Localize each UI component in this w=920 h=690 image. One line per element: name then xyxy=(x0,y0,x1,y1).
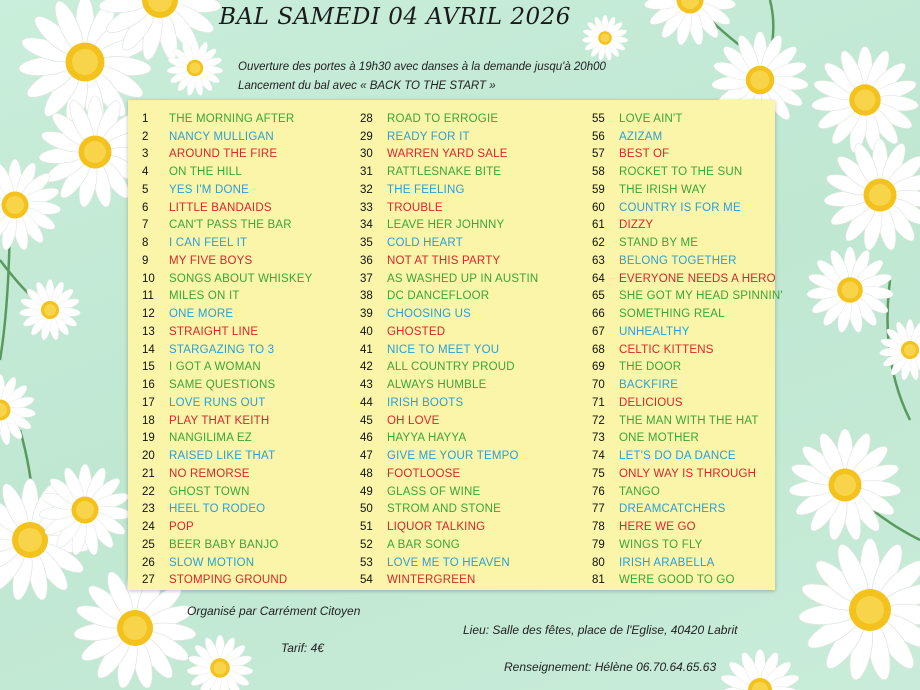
song-number: 27 xyxy=(142,574,155,587)
list-item xyxy=(142,128,313,146)
song-number: 23 xyxy=(142,503,155,516)
song-number: 57 xyxy=(592,148,605,161)
song-title: MY FIVE BOYS xyxy=(169,254,253,267)
list-item xyxy=(592,359,783,377)
song-number: 43 xyxy=(360,379,373,392)
list-item xyxy=(360,501,538,519)
song-title: IRISH ARABELLA xyxy=(619,556,715,569)
song-title: AS WASHED UP IN AUSTIN xyxy=(387,272,539,285)
song-number: 41 xyxy=(360,343,373,356)
song-number: 70 xyxy=(592,379,605,392)
list-item xyxy=(592,394,783,412)
list-item xyxy=(592,572,783,590)
song-list-panel xyxy=(128,100,783,590)
song-number: 1 xyxy=(142,112,149,125)
song-title: LITTLE BANDAIDS xyxy=(169,201,272,214)
song-number: 47 xyxy=(360,450,373,463)
list-item xyxy=(142,465,313,483)
song-number: 74 xyxy=(592,450,605,463)
song-title: DIZZY xyxy=(619,219,654,232)
song-title: GHOST TOWN xyxy=(169,485,250,498)
song-number: 48 xyxy=(360,467,373,480)
list-item xyxy=(142,181,313,199)
song-number: 2 xyxy=(142,130,149,143)
song-number: 4 xyxy=(142,166,149,179)
song-title: GHOSTED xyxy=(387,325,446,338)
list-item xyxy=(592,465,783,483)
list-item xyxy=(360,447,538,465)
song-number: 58 xyxy=(592,166,605,179)
song-number: 77 xyxy=(592,503,605,516)
list-item xyxy=(142,305,313,323)
song-title: ONE MOTHER xyxy=(619,432,699,445)
song-number: 22 xyxy=(142,485,155,498)
song-title: GLASS OF WINE xyxy=(387,485,481,498)
list-item xyxy=(360,572,538,590)
list-item xyxy=(142,270,313,288)
list-item xyxy=(142,323,313,341)
list-item xyxy=(360,110,538,128)
song-title: ALWAYS HUMBLE xyxy=(387,379,487,392)
song-title: TROUBLE xyxy=(387,201,443,214)
list-item xyxy=(360,341,538,359)
song-title: RATTLESNAKE BITE xyxy=(387,166,502,179)
list-item xyxy=(142,483,313,501)
song-number: 32 xyxy=(360,183,373,196)
song-number: 38 xyxy=(360,290,373,303)
song-column-2 xyxy=(360,110,538,589)
song-number: 12 xyxy=(142,308,155,321)
song-number: 13 xyxy=(142,325,155,338)
song-number: 10 xyxy=(142,272,155,285)
song-number: 8 xyxy=(142,237,149,250)
song-title: STRAIGHT LINE xyxy=(169,325,259,338)
list-item xyxy=(142,288,313,306)
song-number: 62 xyxy=(592,237,605,250)
song-number: 44 xyxy=(360,396,373,409)
song-title: CHOOSING US xyxy=(387,308,471,321)
list-item xyxy=(142,572,313,590)
song-number: 25 xyxy=(142,538,155,551)
price-text: Tarif: 4€ xyxy=(281,641,324,655)
song-number: 68 xyxy=(592,343,605,356)
song-number: 3 xyxy=(142,148,149,161)
song-number: 72 xyxy=(592,414,605,427)
song-number: 80 xyxy=(592,556,605,569)
list-item xyxy=(360,554,538,572)
song-number: 18 xyxy=(142,414,155,427)
song-number: 46 xyxy=(360,432,373,445)
song-number: 51 xyxy=(360,521,373,534)
list-item xyxy=(142,394,313,412)
song-title: ON THE HILL xyxy=(169,166,242,179)
song-title: OH LOVE xyxy=(387,414,440,427)
song-number: 63 xyxy=(592,254,605,267)
song-number: 59 xyxy=(592,183,605,196)
song-number: 26 xyxy=(142,556,155,569)
song-title: GIVE ME YOUR TEMPO xyxy=(387,450,519,463)
song-title: NANCY MULLIGAN xyxy=(169,130,274,143)
song-number: 31 xyxy=(360,166,373,179)
song-title: SLOW MOTION xyxy=(169,556,255,569)
song-title: THE MAN WITH THE HAT xyxy=(619,414,759,427)
song-title: BEER BABY BANJO xyxy=(169,538,279,551)
song-title: WINGS TO FLY xyxy=(619,538,703,551)
list-item xyxy=(360,163,538,181)
list-item xyxy=(592,430,783,448)
song-title: LOVE RUNS OUT xyxy=(169,396,266,409)
song-title: NO REMORSE xyxy=(169,467,250,480)
song-title: ONLY WAY IS THROUGH xyxy=(619,467,757,480)
list-item xyxy=(360,181,538,199)
song-title: ROCKET TO THE SUN xyxy=(619,166,743,179)
song-title: THE IRISH WAY xyxy=(619,183,707,196)
opening-info: Ouverture des portes à 19h30 avec danses à la demande jusqu'à 20h00 xyxy=(238,61,606,73)
song-column-3 xyxy=(592,110,783,589)
song-title: STOMPING GROUND xyxy=(169,574,288,587)
list-item xyxy=(142,199,313,217)
song-title: SOMETHING REAL xyxy=(619,308,725,321)
song-number: 15 xyxy=(142,361,155,374)
list-item xyxy=(142,252,313,270)
organizer-text: Organisé par Carrément Citoyen xyxy=(187,604,361,618)
song-title: NOT AT THIS PARTY xyxy=(387,254,501,267)
list-item xyxy=(360,217,538,235)
song-number: 30 xyxy=(360,148,373,161)
song-number: 54 xyxy=(360,574,373,587)
song-title: SHE GOT MY HEAD SPINNIN' xyxy=(619,290,783,303)
list-item xyxy=(360,412,538,430)
list-item xyxy=(142,359,313,377)
list-item xyxy=(360,394,538,412)
list-item xyxy=(142,234,313,252)
song-title: LOVE AIN'T xyxy=(619,112,683,125)
song-title: LOVE ME TO HEAVEN xyxy=(387,556,510,569)
song-title: STARGAZING TO 3 xyxy=(169,343,275,356)
song-number: 5 xyxy=(142,183,149,196)
song-title: BELONG TOGETHER xyxy=(619,254,737,267)
song-number: 6 xyxy=(142,201,149,214)
list-item xyxy=(360,128,538,146)
song-title: NANGILIMA EZ xyxy=(169,432,252,445)
list-item xyxy=(360,359,538,377)
list-item xyxy=(592,234,783,252)
list-item xyxy=(360,536,538,554)
song-title: WINTERGREEN xyxy=(387,574,476,587)
list-item xyxy=(592,163,783,181)
list-item xyxy=(360,483,538,501)
song-title: THE FEELING xyxy=(387,183,465,196)
song-title: WARREN YARD SALE xyxy=(387,148,508,161)
song-number: 67 xyxy=(592,325,605,338)
song-number: 71 xyxy=(592,396,605,409)
list-item xyxy=(142,518,313,536)
list-item xyxy=(592,518,783,536)
song-number: 36 xyxy=(360,254,373,267)
song-title: POP xyxy=(169,521,194,534)
song-number: 79 xyxy=(592,538,605,551)
song-title: ROAD TO ERROGIE xyxy=(387,112,499,125)
list-item xyxy=(142,447,313,465)
song-title: MILES ON IT xyxy=(169,290,240,303)
song-title: BEST OF xyxy=(619,148,670,161)
song-title: SONGS ABOUT WHISKEY xyxy=(169,272,313,285)
song-title: ALL COUNTRY PROUD xyxy=(387,361,515,374)
list-item xyxy=(360,518,538,536)
song-title: CAN'T PASS THE BAR xyxy=(169,219,292,232)
song-number: 73 xyxy=(592,432,605,445)
list-item xyxy=(142,501,313,519)
song-number: 45 xyxy=(360,414,373,427)
song-title: COUNTRY IS FOR ME xyxy=(619,201,741,214)
list-item xyxy=(142,412,313,430)
song-title: STROM AND STONE xyxy=(387,503,501,516)
list-item xyxy=(142,163,313,181)
song-title: UNHEALTHY xyxy=(619,325,690,338)
song-number: 75 xyxy=(592,467,605,480)
song-title: THE DOOR xyxy=(619,361,682,374)
song-title: AZIZAM xyxy=(619,130,663,143)
song-number: 21 xyxy=(142,467,155,480)
list-item xyxy=(592,305,783,323)
list-item xyxy=(142,536,313,554)
song-number: 65 xyxy=(592,290,605,303)
list-item xyxy=(142,110,313,128)
song-number: 52 xyxy=(360,538,373,551)
song-number: 9 xyxy=(142,254,149,267)
song-number: 33 xyxy=(360,201,373,214)
list-item xyxy=(360,323,538,341)
song-number: 78 xyxy=(592,521,605,534)
list-item xyxy=(592,252,783,270)
song-number: 61 xyxy=(592,219,605,232)
list-item xyxy=(592,146,783,164)
song-number: 55 xyxy=(592,112,605,125)
list-item xyxy=(592,554,783,572)
song-title: TANGO xyxy=(619,485,661,498)
list-item xyxy=(360,270,538,288)
list-item xyxy=(592,128,783,146)
song-title: ONE MORE xyxy=(169,308,234,321)
list-item xyxy=(360,288,538,306)
song-number: 20 xyxy=(142,450,155,463)
song-number: 40 xyxy=(360,325,373,338)
song-number: 42 xyxy=(360,361,373,374)
song-title: I CAN FEEL IT xyxy=(169,237,248,250)
song-number: 50 xyxy=(360,503,373,516)
song-title: WERE GOOD TO GO xyxy=(619,574,735,587)
list-item xyxy=(592,288,783,306)
list-item xyxy=(142,217,313,235)
song-title: HAYYA HAYYA xyxy=(387,432,467,445)
song-title: DREAMCATCHERS xyxy=(619,503,726,516)
song-title: THE MORNING AFTER xyxy=(169,112,295,125)
song-number: 7 xyxy=(142,219,149,232)
list-item xyxy=(142,430,313,448)
list-item xyxy=(592,110,783,128)
song-title: CELTIC KITTENS xyxy=(619,343,714,356)
song-title: SAME QUESTIONS xyxy=(169,379,276,392)
song-title: HERE WE GO xyxy=(619,521,696,534)
song-number: 56 xyxy=(592,130,605,143)
list-item xyxy=(592,412,783,430)
song-number: 37 xyxy=(360,272,373,285)
song-number: 60 xyxy=(592,201,605,214)
song-title: I GOT A WOMAN xyxy=(169,361,261,374)
song-number: 16 xyxy=(142,379,155,392)
list-item xyxy=(360,252,538,270)
list-item xyxy=(360,376,538,394)
list-item xyxy=(142,341,313,359)
song-title: DELICIOUS xyxy=(619,396,683,409)
song-number: 17 xyxy=(142,396,155,409)
song-number: 11 xyxy=(142,290,154,303)
song-number: 69 xyxy=(592,361,605,374)
list-item xyxy=(360,305,538,323)
song-title: YES I'M DONE xyxy=(169,183,249,196)
song-number: 35 xyxy=(360,237,373,250)
song-title: LIQUOR TALKING xyxy=(387,521,486,534)
list-item xyxy=(592,217,783,235)
song-number: 39 xyxy=(360,308,373,321)
list-item xyxy=(592,181,783,199)
contact-text: Renseignement: Hélène 06.70.64.65.63 xyxy=(504,660,717,674)
song-number: 64 xyxy=(592,272,605,285)
song-title: A BAR SONG xyxy=(387,538,460,551)
venue-text: Lieu: Salle des fêtes, place de l'Eglise, 40420 Labrit xyxy=(463,623,738,637)
list-item xyxy=(142,376,313,394)
list-item xyxy=(592,536,783,554)
song-title: PLAY THAT KEITH xyxy=(169,414,270,427)
song-title: LEAVE HER JOHNNY xyxy=(387,219,505,232)
list-item xyxy=(592,501,783,519)
song-title: FOOTLOOSE xyxy=(387,467,461,480)
list-item xyxy=(142,146,313,164)
list-item xyxy=(592,323,783,341)
song-number: 28 xyxy=(360,112,373,125)
list-item xyxy=(142,554,313,572)
list-item xyxy=(592,376,783,394)
song-number: 49 xyxy=(360,485,373,498)
list-item xyxy=(592,199,783,217)
list-item xyxy=(360,146,538,164)
song-title: DC DANCEFLOOR xyxy=(387,290,490,303)
song-title: AROUND THE FIRE xyxy=(169,148,278,161)
song-number: 29 xyxy=(360,130,373,143)
song-title: EVERYONE NEEDS A HERO xyxy=(619,272,776,285)
song-title: STAND BY ME xyxy=(619,237,699,250)
song-title: NICE TO MEET YOU xyxy=(387,343,500,356)
list-item xyxy=(592,270,783,288)
list-item xyxy=(360,234,538,252)
song-title: HEEL TO RODEO xyxy=(169,503,266,516)
list-item xyxy=(360,199,538,217)
launch-info: Lancement du bal avec « BACK TO THE START » xyxy=(238,80,496,92)
song-number: 81 xyxy=(592,574,605,587)
song-title: LET'S DO DA DANCE xyxy=(619,450,736,463)
song-number: 34 xyxy=(360,219,373,232)
song-number: 19 xyxy=(142,432,155,445)
list-item xyxy=(360,465,538,483)
song-column-1 xyxy=(142,110,313,589)
song-title: BACKFIRE xyxy=(619,379,679,392)
song-title: READY FOR IT xyxy=(387,130,470,143)
list-item xyxy=(592,341,783,359)
list-item xyxy=(592,447,783,465)
list-item xyxy=(592,483,783,501)
song-number: 14 xyxy=(142,343,155,356)
song-title: RAISED LIKE THAT xyxy=(169,450,276,463)
list-item xyxy=(360,430,538,448)
song-number: 24 xyxy=(142,521,155,534)
song-number: 53 xyxy=(360,556,373,569)
song-number: 66 xyxy=(592,308,605,321)
song-title: COLD HEART xyxy=(387,237,463,250)
page-title: BAL SAMEDI 04 AVRIL 2026 xyxy=(219,4,571,30)
song-number: 76 xyxy=(592,485,605,498)
song-title: IRISH BOOTS xyxy=(387,396,464,409)
